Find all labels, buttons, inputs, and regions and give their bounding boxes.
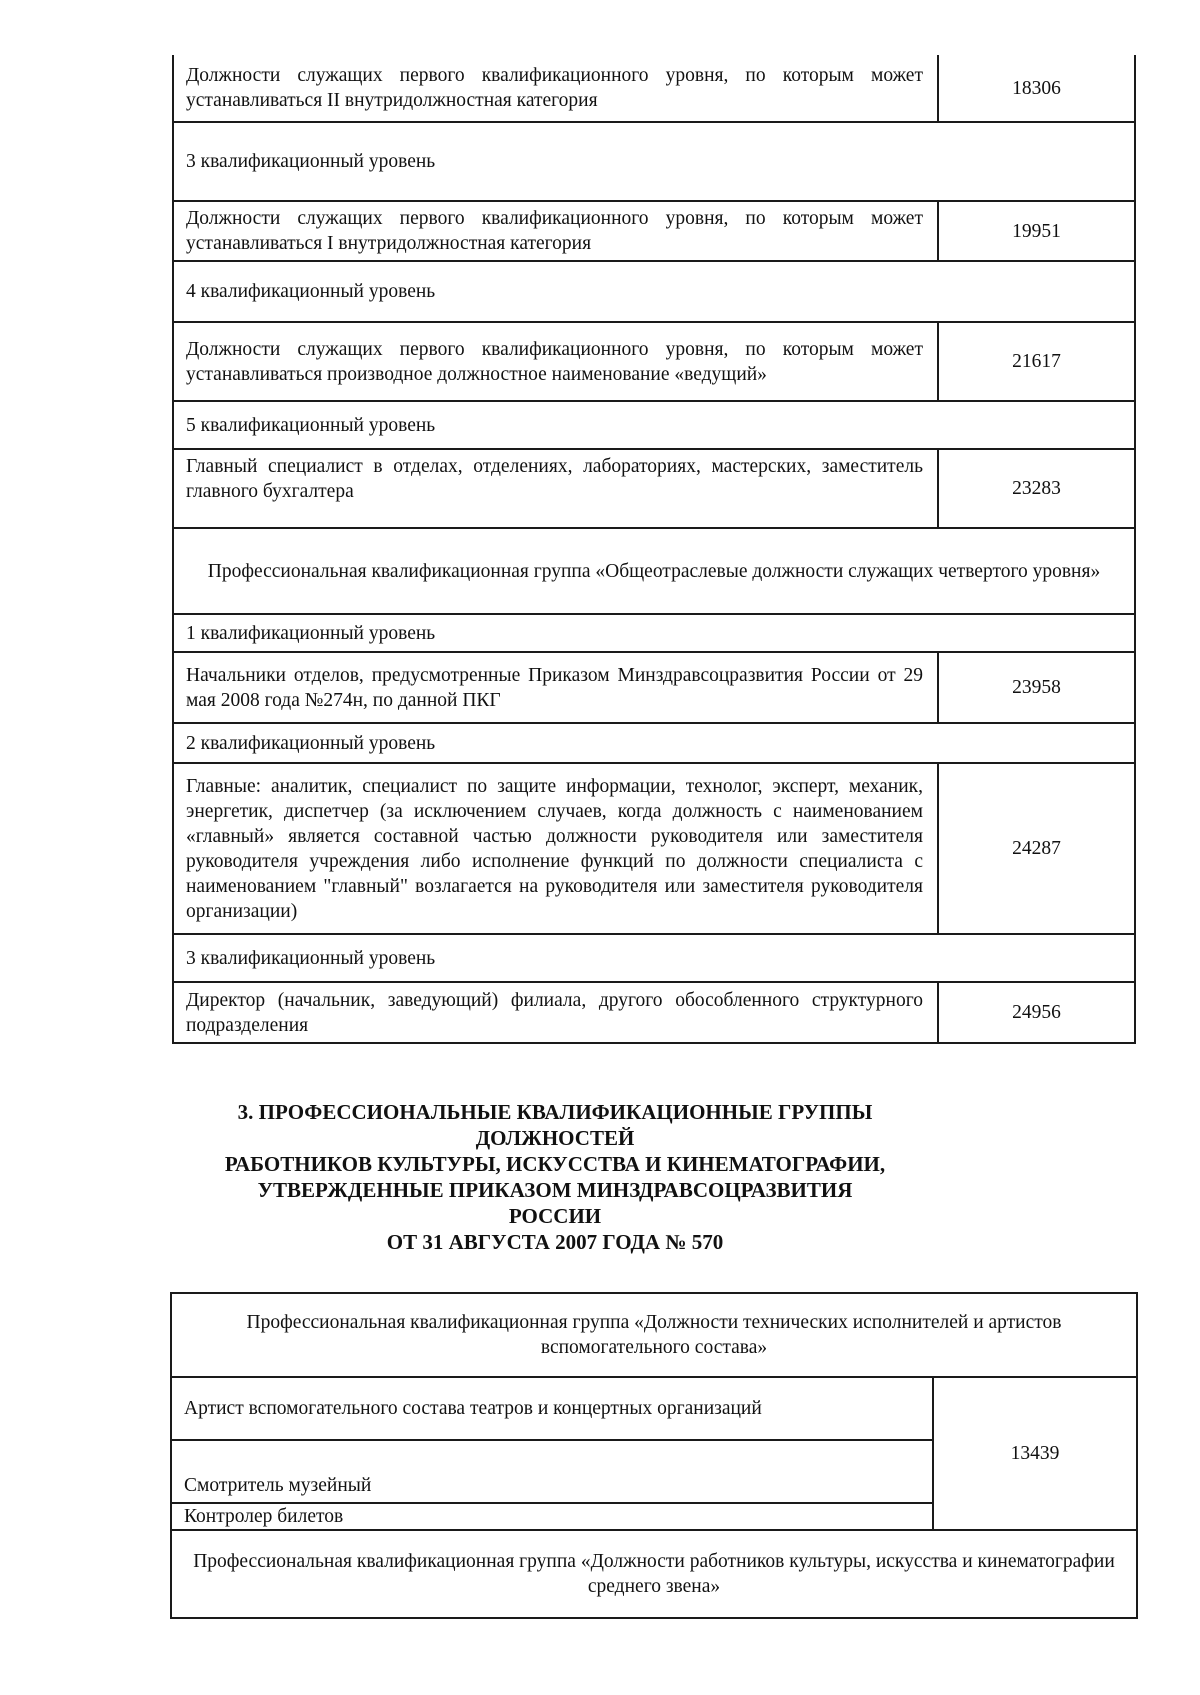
position-description: Должности служащих первого квалификационного уровня, по которым может устанавливаться производное должностное наименование «ведущий»	[173, 322, 938, 401]
heading-line: ДОЛЖНОСТЕЙ	[475, 1126, 635, 1150]
table-row	[173, 763, 1135, 934]
salary-value: 13439	[933, 1377, 1137, 1530]
position-description: Должности служащих первого квалификационного уровня, по которым может устанавливаться II внутридолжностная категория	[173, 55, 938, 122]
table-row	[173, 449, 1135, 528]
table-row	[173, 401, 1135, 449]
heading-line: УТВЕРЖДЕННЫЕ ПРИКАЗОМ МИНЗДРАВСОЦРАЗВИТИЯ	[257, 1178, 853, 1202]
salary-value: 23958	[938, 652, 1135, 723]
position-name: Смотритель музейный	[171, 1440, 933, 1503]
section-heading	[170, 1099, 940, 1255]
position-description: Директор (начальник, заведующий) филиала, другого обособленного структурного подразделения	[173, 982, 938, 1043]
salary-value: 24287	[938, 763, 1135, 934]
table-row	[173, 723, 1135, 763]
qualification-level-header: 3 квалификационный уровень	[173, 122, 1135, 201]
qualification-level-header: 3 квалификационный уровень	[173, 934, 1135, 982]
table-row	[173, 322, 1135, 401]
table-row	[171, 1377, 1137, 1440]
table-row	[173, 934, 1135, 982]
qualification-level-header: 5 квалификационный уровень	[173, 401, 1135, 449]
salary-value: 18306	[938, 55, 1135, 122]
qualification-level-header: 4 квалификационный уровень	[173, 261, 1135, 322]
professional-group-header: Профессиональная квалификационная группа «Должности технических исполнителей и артистов вспомогательного состава»	[171, 1293, 1137, 1377]
table-row	[173, 614, 1135, 652]
position-description: Должности служащих первого квалификационного уровня, по которым может устанавливаться I внутридолжностная категория	[173, 201, 938, 261]
qualification-level-header: 2 квалификационный уровень	[173, 723, 1135, 763]
table-row	[173, 652, 1135, 723]
position-name: Артист вспомогательного состава театров и концертных организаций	[171, 1377, 933, 1440]
qualification-level-header: 1 квалификационный уровень	[173, 614, 1135, 652]
table-row	[173, 982, 1135, 1043]
position-description: Начальники отделов, предусмотренные Приказом Минздравсоцразвития России от 29 мая 2008 года №274н, по данной ПКГ	[173, 652, 938, 723]
heading-line: 3. ПРОФЕССИОНАЛЬНЫЕ КВАЛИФИКАЦИОННЫЕ ГРУППЫ	[237, 1100, 873, 1124]
salary-value: 23283	[938, 449, 1135, 528]
position-description: Главный специалист в отделах, отделениях, лабораториях, мастерских, заместитель главного бухгалтера	[173, 449, 938, 528]
table-row	[173, 122, 1135, 201]
salary-value: 24956	[938, 982, 1135, 1043]
salary-table-top	[172, 55, 1136, 1044]
salary-value: 19951	[938, 201, 1135, 261]
professional-group-header: Профессиональная квалификационная группа «Должности работников культуры, искусства и кинематографии среднего звена»	[171, 1530, 1137, 1618]
position-name: Контролер билетов	[171, 1503, 933, 1530]
professional-group-header: Профессиональная квалификационная группа «Общеотраслевые должности служащих четвертого уровня»	[173, 528, 1135, 614]
table-row	[173, 201, 1135, 261]
heading-line: ОТ 31 АВГУСТА 2007 ГОДА № 570	[386, 1230, 724, 1254]
table-row	[171, 1530, 1137, 1618]
table-row	[173, 528, 1135, 614]
position-description: Главные: аналитик, специалист по защите информации, технолог, эксперт, механик, энергетик, диспетчер (за исключением случаев, когда должность с наименованием «главный» является составной частью должности руководителя или заместителя руководителя учреждения либо исполнение функций по должности специалиста с наименованием "главный" возлагается на руководителя или заместителя руководителя организации)	[173, 763, 938, 934]
table-row	[173, 55, 1135, 122]
heading-line: РАБОТНИКОВ КУЛЬТУРЫ, ИСКУССТВА И КИНЕМАТОГРАФИИ,	[224, 1152, 886, 1176]
heading-line: РОССИИ	[508, 1204, 602, 1228]
salary-value: 21617	[938, 322, 1135, 401]
salary-table-culture	[170, 1292, 1138, 1619]
table-row	[171, 1293, 1137, 1377]
table-row	[173, 261, 1135, 322]
